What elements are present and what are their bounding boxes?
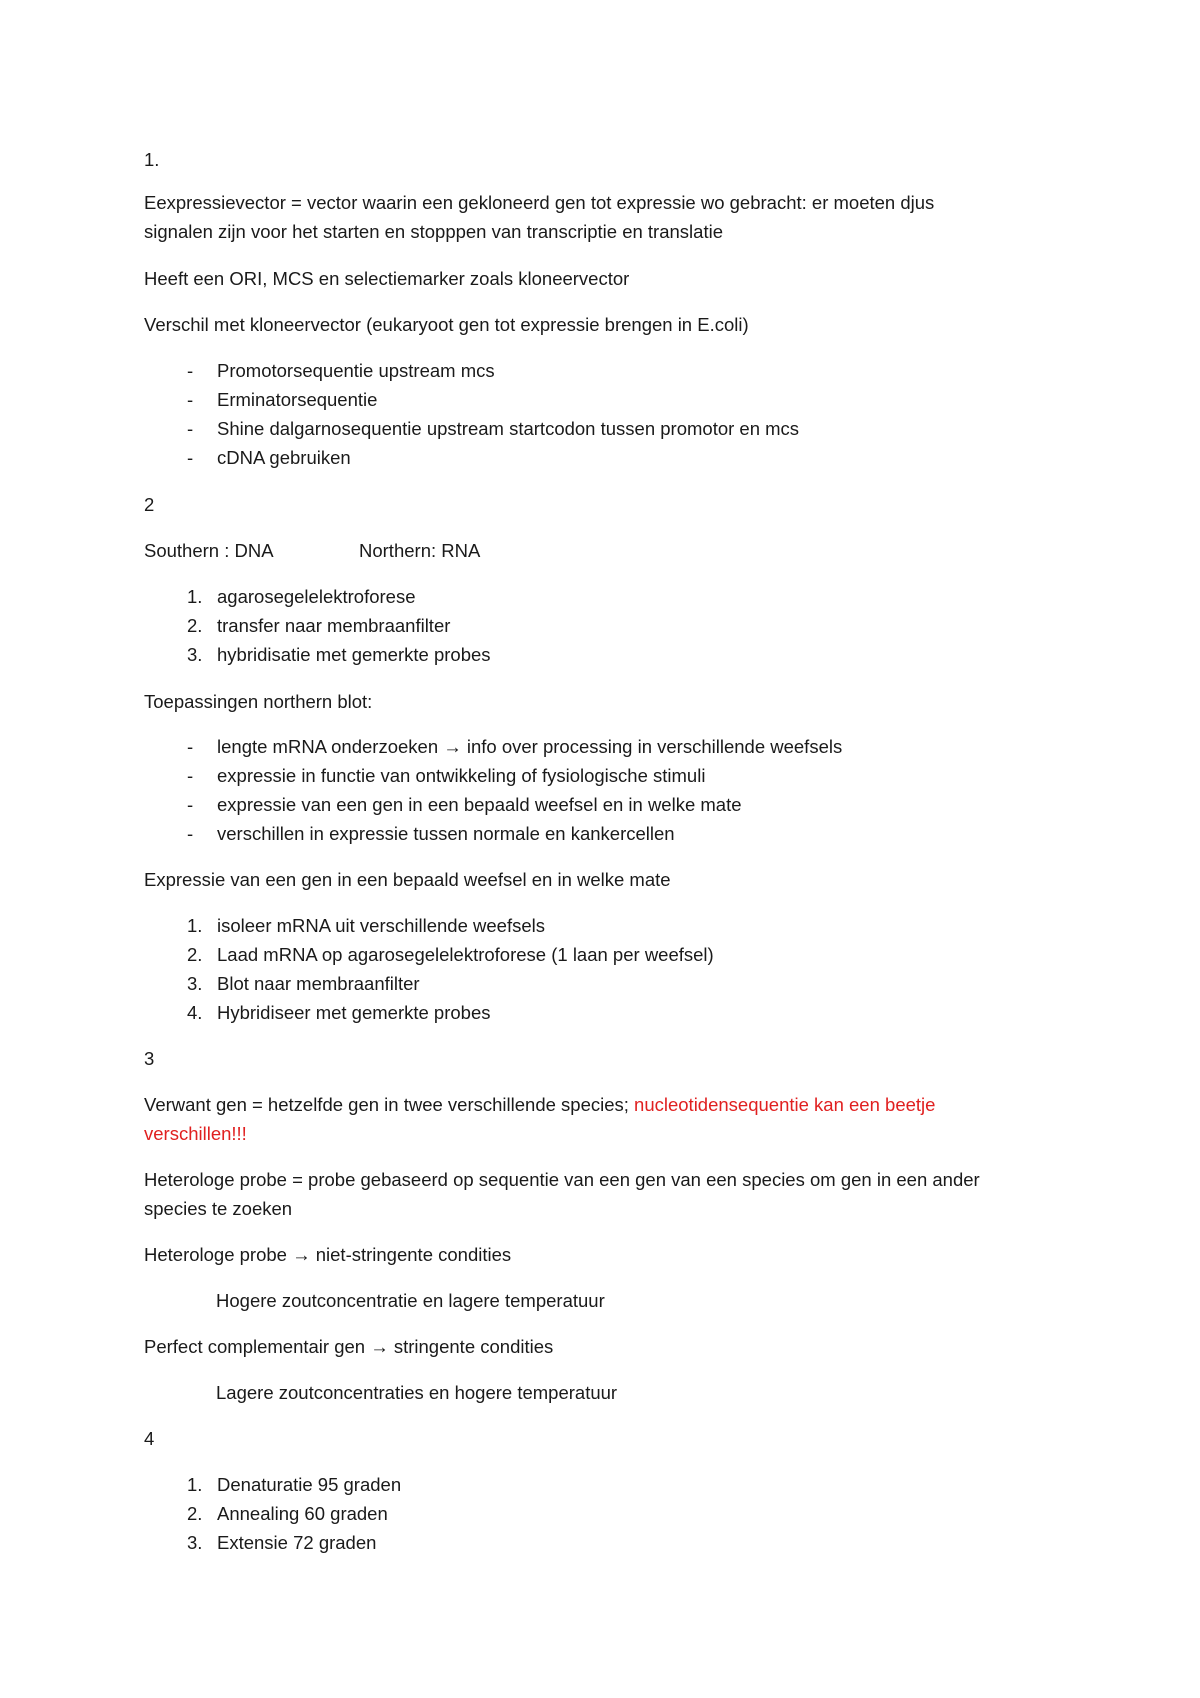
highlighted-note: nucleotidensequentie kan een beetje: [634, 1094, 936, 1115]
expression-method-title: Expressie van een gen in een bepaald weefsel en in welke mate: [144, 869, 671, 890]
perfect-complementair-conditions: Perfect complementair gen → stringente condities: [144, 1336, 554, 1357]
dash-marker: -: [187, 765, 194, 786]
arrow-right-icon: →: [370, 1336, 389, 1357]
difference-with-kloneervector: Verschil met kloneervector (eukaryoot gen tot expressie brengen in E.coli): [144, 314, 749, 335]
section-2-heading: 2: [144, 494, 155, 515]
expressievector-components: Heeft een ORI, MCS en selectiemarker zoals kloneervector: [144, 268, 630, 289]
verwant-gen-definition: Verwant gen = hetzelfde gen in twee verschillende species; nucleotidensequentie kan een beetje: [144, 1094, 936, 1115]
expressievector-definition-line-1: Eexpressievector = vector waarin een gekloneerd gen tot expressie wo gebracht: er moeten djus: [144, 192, 935, 213]
section-3-heading: 3: [144, 1048, 155, 1069]
arrow-right-icon: →: [292, 1244, 311, 1265]
dash-marker: -: [187, 360, 194, 381]
arrow-right-icon: →: [443, 736, 462, 757]
heterologe-probe-definition-line-1: Heterologe probe = probe gebaseerd op sequentie van een gen van een species om gen in een ander: [144, 1169, 980, 1190]
perfect-complementair-detail: Lagere zoutconcentraties en hogere temperatuur: [216, 1382, 618, 1403]
northern-blot-applications-title: Toepassingen northern blot:: [144, 691, 373, 712]
dash-marker: -: [187, 418, 194, 439]
section-1-heading: 1.: [144, 149, 160, 170]
dash-marker: -: [187, 736, 194, 757]
dash-marker: -: [187, 447, 194, 468]
dash-marker: -: [187, 794, 194, 815]
heterologe-probe-detail: Hogere zoutconcentratie en lagere temperatuur: [216, 1290, 605, 1311]
section-4-heading: 4: [144, 1428, 155, 1449]
heterologe-probe-definition-line-2: species te zoeken: [144, 1198, 293, 1219]
highlighted-note-continued: verschillen!!!: [144, 1123, 247, 1144]
document-page: 1. Eexpressievector = vector waarin een gekloneerd gen tot expressie wo gebracht: er moeten djus signalen zijn voor het starten en stopppen van transcriptie en translatie Heeft een ORI, MCS en selectiemarker zoals kloneervector Verschil met kloneervector (eukaryoot gen tot expressie brengen in E.coli) - Promotorsequentie upstream mcs - Erminatorsequentie - Shine dalgarnosequentie upstream startcodon tussen promotor en mcs - cDNA gebruiken 2 Southern : DNA Northern: RNA 1. agarosegelelektroforese 2. transfer naar membraanfilter 3. hybridisatie met gemerkte probes Toepassingen northern blot: - lengte mRNA onderzoeken → info over processing in verschillende weefsels - expressie in functie van ontwikkeling of fysiologische stimuli - expressie van een gen in een bepaald weefsel en in welke mate - verschillen in expressie tussen normale en kankercellen Expressie van een gen in een bepaald weefsel en in welke mate 1. isoleer mRNA uit verschillende weefsels 2. Laad mRNA op agarosegelelektroforese (1 laan per weefsel) 3. Blot naar membraanfilter 4. Hybridiseer met gemerkte probes 3 Verwant gen = hetzelfde gen in twee verschillende species; nucleotidensequentie kan een beetje verschillen!!! Heterologe probe = probe gebaseerd op sequentie van een gen van een species om gen in een ander species te zoeken Heterologe probe → niet-stringente condities Hogere zoutconcentratie en lagere temperatuur Perfect complementair gen → stringente condities Lagere zoutconcentraties en hogere temperatuur 4 1. Denaturatie 95 graden 2. Annealing 60 graden 3. Extensie 72 graden: [144, 149, 980, 1553]
southern-label: Southern : DNA: [144, 540, 274, 561]
expressievector-definition-line-2: signalen zijn voor het starten en stopppen van transcriptie en translatie: [144, 221, 723, 242]
dash-marker: -: [187, 389, 194, 410]
dash-marker: -: [187, 823, 194, 844]
heterologe-probe-conditions: Heterologe probe → niet-stringente condities: [144, 1244, 512, 1265]
northern-label: Northern: RNA: [359, 540, 481, 561]
